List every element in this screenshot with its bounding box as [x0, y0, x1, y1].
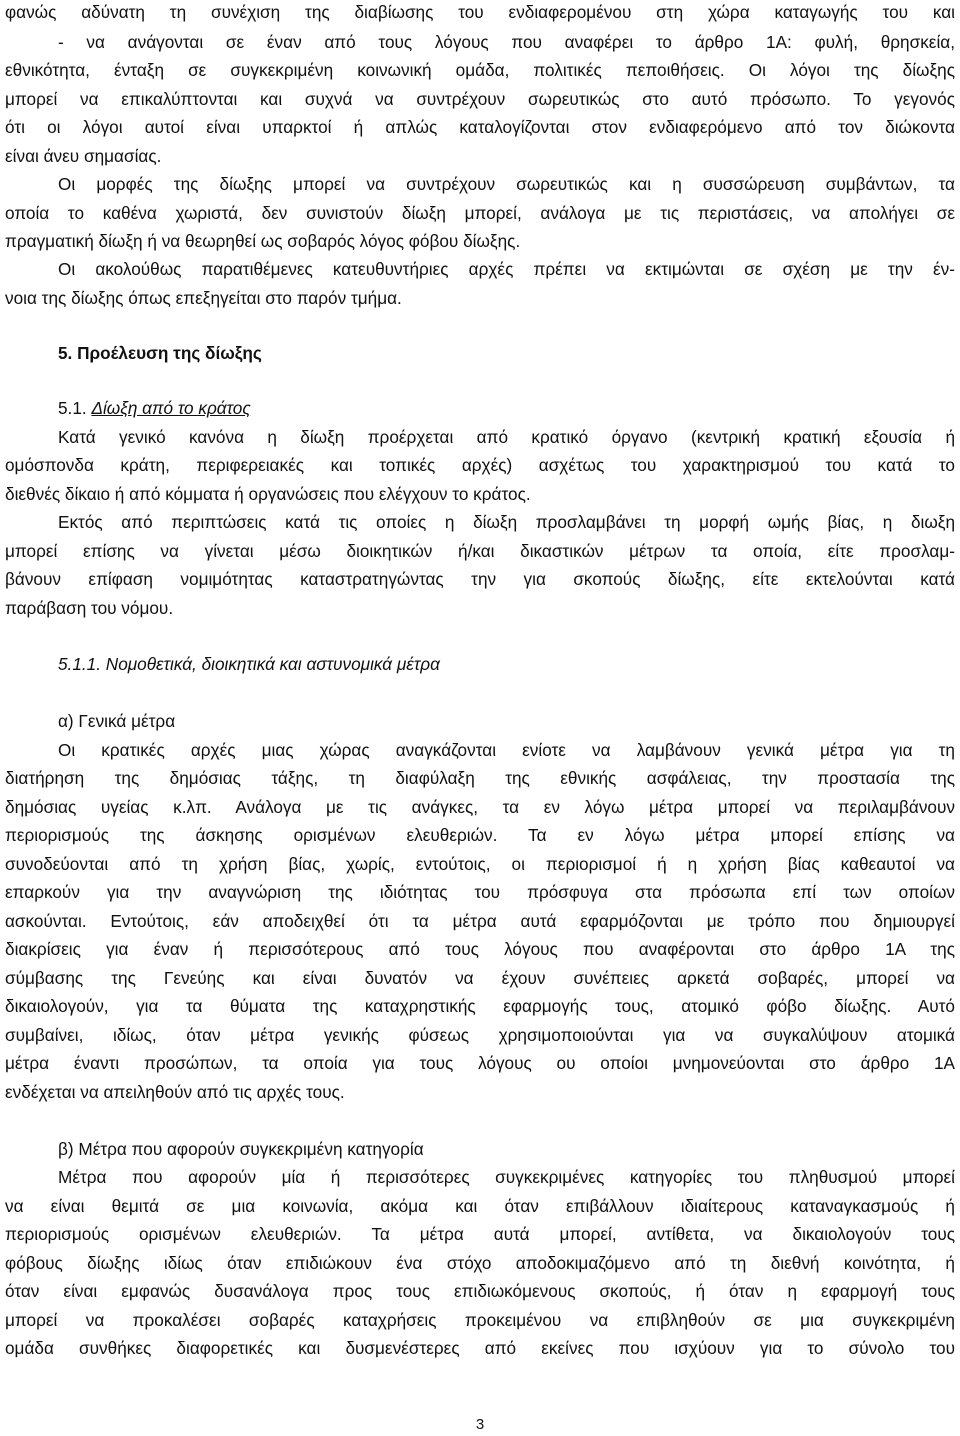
- body-text-line: εθνικότητα, ένταξη σε συγκεκριμένη κοινωνική ομάδα, πολιτικές πεποιθήσεις. Οι λόγοι της δίωξης: [5, 60, 955, 80]
- body-text-line: Οι κρατικές αρχές μιας χώρας αναγκάζονται ενίοτε να λαμβάνουν γενικά μέτρα για τη: [58, 740, 955, 760]
- page-number: 3: [475, 1416, 485, 1433]
- body-text-line: νοια της δίωξης όπως επεξηγείται στο παρόν τμήμα.: [5, 288, 402, 308]
- subsection-heading: α) Γενικά μέτρα: [58, 711, 176, 731]
- subsection-title: Δίωξη από το κράτος: [91, 398, 251, 418]
- body-text-line: βάνουν επίφαση νομιμότητας καταστρατηγώντας την για σκοπούς δίωξης, είτε εκτελούνται κατά: [5, 569, 955, 589]
- section-heading: 5. Προέλευση της δίωξης: [58, 343, 262, 363]
- body-text-line: δικαιολογούν, για τα θύματα της καταχρηστικής εφαρμογής τους, ατομικό φόβο δίωξης. Αυτό: [5, 996, 955, 1016]
- body-text-line: Οι μορφές της δίωξης μπορεί να συντρέχουν σωρευτικώς και η συσσώρευση συμβάντων, τα: [58, 174, 955, 194]
- body-text-line: ενδέχεται να απειληθούν από τις αρχές τους.: [5, 1082, 345, 1102]
- body-text-line: Μέτρα που αφορούν μία ή περισσότερες συγκεκριμένες κατηγορίες του πληθυσμού μπορεί: [58, 1167, 955, 1187]
- body-text-line: διεθνές δίκαιο ή από κόμματα ή οργανώσεις που ελέγχουν το κράτος.: [5, 484, 531, 504]
- body-text-line: είναι άνευ σημασίας.: [5, 146, 162, 166]
- body-text-line: περιορισμούς ορισμένων ελευθεριών. Τα μέτρα αυτά μπορεί, αντίθετα, να δικαιολογούν τους: [5, 1224, 955, 1244]
- body-text-line: διατήρηση της δημόσιας τάξης, τη διαφύλαξη της εθνικής ασφάλειας, την προστασία της: [5, 768, 955, 788]
- body-text-line: ομάδα συνθήκες διαφορετικές και δυσμενέστερες από εκείνες που ισχύουν για το σύνολο του: [5, 1338, 955, 1358]
- body-text-line: πραγματική δίωξη ή να θεωρηθεί ως σοβαρός λόγος φόβου δίωξης.: [5, 231, 521, 251]
- body-text-line: δημόσιας υγείας κ.λπ. Ανάλογα με τις ανάγκες, τα εν λόγω μέτρα μπορεί να περιλαμβάνουν: [5, 797, 955, 817]
- body-text-line: να είναι θεμιτά σε μια κοινωνία, ακόμα και όταν επιβάλλουν ιδιαίτερους καταναγκασμούς ή: [5, 1196, 955, 1216]
- subsection-heading: [58, 396, 251, 420]
- body-text-line: Οι ακολούθως παρατιθέμενες κατευθυντήριες αρχές πρέπει να εκτιμώνται σε σχέση με την έν-: [58, 259, 955, 279]
- body-text-line: μπορεί να προκαλέσει σοβαρές καταχρήσεις προκειμένου να επιβληθούν σε μια συγκεκριμένη: [5, 1310, 955, 1330]
- body-text-line: μπορεί να επικαλύπτονται και συχνά να συντρέχουν σωρευτικώς στο αυτό πρόσωπο. Το γεγονός: [5, 89, 955, 109]
- body-text-line: - να ανάγονται σε έναν από τους λόγους που αναφέρει το άρθρο 1Α: φυλή, θρησκεία,: [58, 32, 955, 52]
- body-text-line: διακρίσεις για έναν ή περισσότερους από τους λόγους που αναφέρονται στο άρθρο 1Α της: [5, 939, 955, 959]
- body-text-line: επαρκούν για την αναγνώριση της ιδιότητας του πρόσφυγα στα πρόσωπα επί των οποίων: [5, 882, 955, 902]
- body-text-line: ομόσπονδα κράτη, περιφερειακές και τοπικές αρχές) ασχέτως του χαρακτηρισμού του κατά το: [5, 455, 955, 475]
- body-text-line: συνοδεύονται από τη χρήση βίας, χωρίς, εντούτοις, οι περιορισμοί ή η χρήση βίας καθεαυτοί να: [5, 854, 955, 874]
- body-text-line: μπορεί επίσης να γίνεται μέσω διοικητικών ή/και δικαστικών μέτρων τα οποία, είτε προσλαμ-: [5, 541, 955, 561]
- subsection-number: 5.1.: [58, 398, 87, 418]
- body-text-line: οποία το καθένα χωριστά, δεν συνιστούν δίωξη μπορεί, ανάλογα με τις περιστάσεις, να απολήγει σε: [5, 203, 955, 223]
- body-text-line: φανώς αδύνατη τη συνέχιση της διαβίωσης του ενδιαφερομένου στη χώρα καταγωγής του και: [5, 2, 955, 22]
- subsection-heading: β) Μέτρα που αφορούν συγκεκριμένη κατηγορία: [58, 1139, 424, 1159]
- body-text-line: ασκούνται. Εντούτοις, εάν αποδειχθεί ότι τα μέτρα αυτά εφαρμόζονται με τρόπο που δημιουργεί: [5, 911, 955, 931]
- body-text-line: Κατά γενικό κανόνα η δίωξη προέρχεται από κρατικό όργανο (κεντρική κρατική εξουσία ή: [58, 427, 955, 447]
- body-text-line: Εκτός από περιπτώσεις κατά τις οποίες η δίωξη προσλαμβάνει τη μορφή ωμής βίας, η διωξη: [58, 512, 955, 532]
- body-text-line: μέτρα έναντι προσώπων, τα οποία για τους λόγους ου οποίοι μνημονεύονται στο άρθρο 1Α: [5, 1053, 955, 1073]
- body-text-line: όταν είναι εμφανώς δυσανάλογα προς τους επιδιωκόμενους σκοπούς, ή όταν η εφαρμογή τους: [5, 1281, 955, 1301]
- body-text-line: φόβους δίωξης ιδίως όταν επιδιώκουν ένα στόχο αποδοκιμαζόμενο από τη διεθνή κοινότητα, ή: [5, 1253, 955, 1273]
- body-text-line: ότι οι λόγοι αυτοί είναι υπαρκτοί ή απλώς καταλογίζονται στον ενδιαφερόμενο από τον διώκοντα: [5, 117, 955, 137]
- body-text-line: παράβαση του νόμου.: [5, 598, 174, 618]
- subsection-heading: 5.1.1. Νομοθετικά, διοικητικά και αστυνομικά μέτρα: [58, 654, 440, 674]
- body-text-line: συμβαίνει, ιδίως, όταν μέτρα γενικής φύσεως χρησιμοποιούνται για να συγκαλύψουν ατομικά: [5, 1025, 955, 1045]
- body-text-line: σύμβασης της Γενεύης και είναι δυνατόν να έχουν συνέπειες αρκετά σοβαρές, μπορεί να: [5, 968, 955, 988]
- body-text-line: περιορισμούς της άσκησης ορισμένων ελευθεριών. Τα εν λόγω μέτρα μπορεί επίσης να: [5, 825, 955, 845]
